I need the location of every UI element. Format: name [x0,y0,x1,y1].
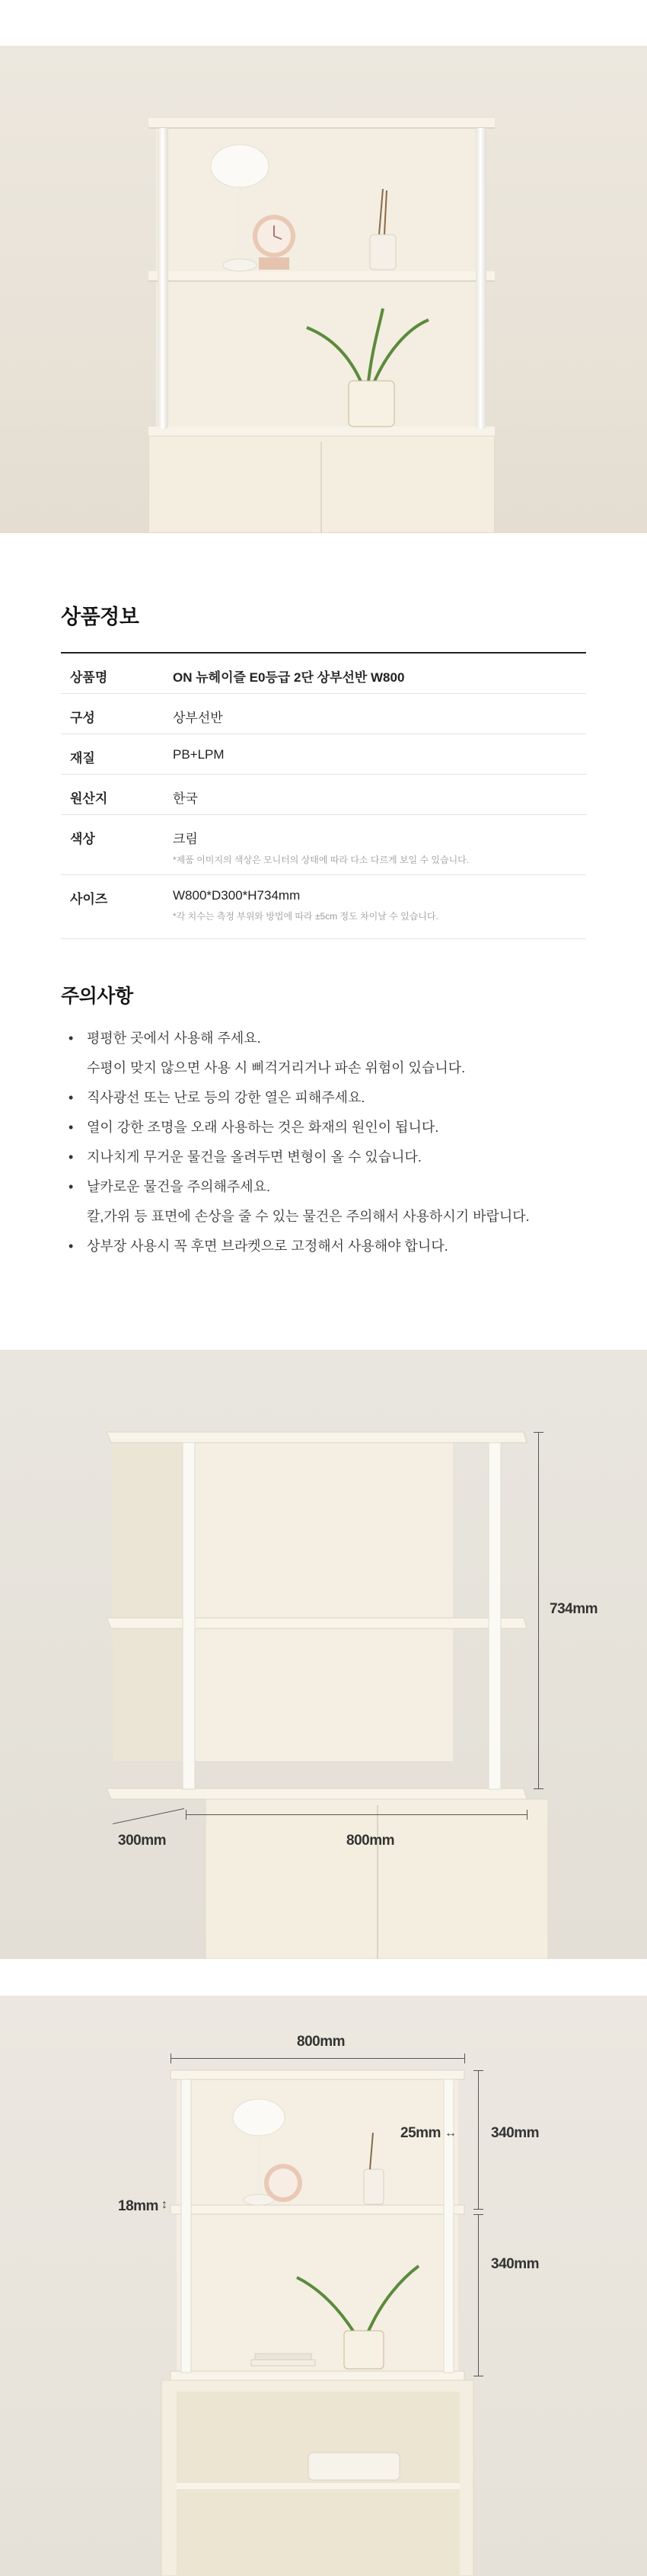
caution-item [69,1113,601,1143]
product-info-title: 상품정보 [61,606,139,628]
height-dimension-line [538,1432,539,1788]
bullet: • [69,1031,74,1046]
spec-label: 재질 [61,733,173,774]
width-dimension-line [186,1814,527,1815]
spec-value-text: W800*D300*H734mm [173,887,301,903]
spec-value-text: 크림 [173,831,198,846]
upper-tick-top [473,2070,483,2071]
caution-text: 상부장 사용시 꼭 후면 브라켓으로 고정해서 사용해야 합니다. [87,1238,448,1254]
width-dimension-line [171,2058,464,2059]
caution-item [69,1143,601,1172]
spec-note: *각 치수는 측정 부위와 방법에 따라 ±5cm 정도 차이날 수 있습니다. [173,910,438,922]
shelf-top-board [148,118,495,129]
upper-height-label: 340mm [491,2125,539,2141]
bullet: • [69,1149,74,1165]
fern-plant-decor [303,305,432,430]
bullet: • [69,1120,74,1135]
caution-text: 수평이 맞지 않으면 사용 시 삐걱거리거나 파손 위험이 있습니다. [87,1060,466,1075]
shelf-perspective-drawing [0,1350,647,1959]
caution-item [69,1232,601,1261]
width-tick-right [464,2053,465,2063]
spec-label: 상품명 [61,653,173,693]
cabinet-door-split [320,442,322,533]
spec-note: *제품 이미지의 색상은 모니터의 상태에 따라 다소 다르게 보일 수 있습니다. [173,854,470,865]
spec-value-text: ON 뉴헤이즐 E0등급 2단 상부선반 W800 [173,670,405,685]
upper-height-line [478,2070,479,2209]
caution-text: 평평한 곳에서 사용해 주세요. [87,1031,261,1046]
spec-row-color [61,814,586,874]
spec-row-name [61,653,586,693]
upper-tick-bottom [473,2209,483,2210]
spec-label: 사이즈 [61,874,173,938]
desk-clock-decor [251,213,297,271]
caution-title: 주의사항 [61,986,133,1007]
shelf-middle-board [148,271,495,282]
bullet: • [69,1090,74,1105]
caution-item [69,1172,601,1202]
bullet: • [69,1238,74,1254]
caution-text: 직사광선 또는 난로 등의 강한 열은 피해주세요. [87,1090,365,1105]
spec-row-origin [61,774,586,814]
spec-table [61,652,586,939]
dimension-photo-front [0,1996,647,2576]
shelf-pole-left [158,128,168,429]
caution-item [69,1083,601,1113]
spec-value: 상부선반 [173,693,586,733]
spec-row-material [61,733,586,774]
shelf-pole-right [476,128,486,429]
spec-value [173,874,586,938]
spec-label: 구성 [61,693,173,733]
caution-text: 지나치게 무거운 물건을 올려두면 변형이 올 수 있습니다. [87,1149,422,1165]
spec-label: 색상 [61,814,173,874]
height-tick-bottom [534,1788,543,1789]
side-gap-dimension-label: 25mm [400,2125,441,2141]
hero-product-photo [0,46,647,533]
width-dimension-label: 800mm [297,2034,345,2050]
depth-dimension-label: 300mm [118,1833,166,1849]
spec-row-size [61,874,586,938]
diffuser-decor [364,189,402,273]
spec-value [173,814,586,874]
caution-text: 날카로운 물건을 주의해주세요. [87,1179,271,1194]
caution-item [69,1202,601,1232]
caution-item [69,1024,601,1053]
spec-row-composition [61,693,586,733]
lower-tick-top [473,2214,483,2215]
spec-value [173,653,586,693]
height-dimension-label: 734mm [550,1601,598,1617]
caution-text: 열이 강한 조명을 오래 사용하는 것은 화재의 원인이 됩니다. [87,1120,439,1135]
bullet: • [69,1179,74,1194]
width-dimension-label: 800mm [346,1833,394,1849]
spec-value: 한국 [173,774,586,814]
height-tick-top [534,1432,543,1433]
double-arrow-vertical-icon: ↕ [161,2198,167,2211]
caution-item [69,1053,601,1083]
shelf-front-drawing [0,1996,647,2576]
caution-text: 칼,가위 등 표면에 손상을 줄 수 있는 물건은 주의해서 사용하시기 바랍니다. [87,1209,530,1224]
caution-list [69,1024,601,1261]
lower-height-line [478,2214,479,2376]
board-thickness-label: 18mm [118,2198,158,2214]
double-arrow-horizontal-icon: ↔ [445,2127,457,2140]
lower-height-label: 340mm [491,2256,539,2272]
spec-value: PB+LPM [173,733,586,774]
spec-label: 원산지 [61,774,173,814]
dimension-photo-perspective [0,1350,647,1959]
